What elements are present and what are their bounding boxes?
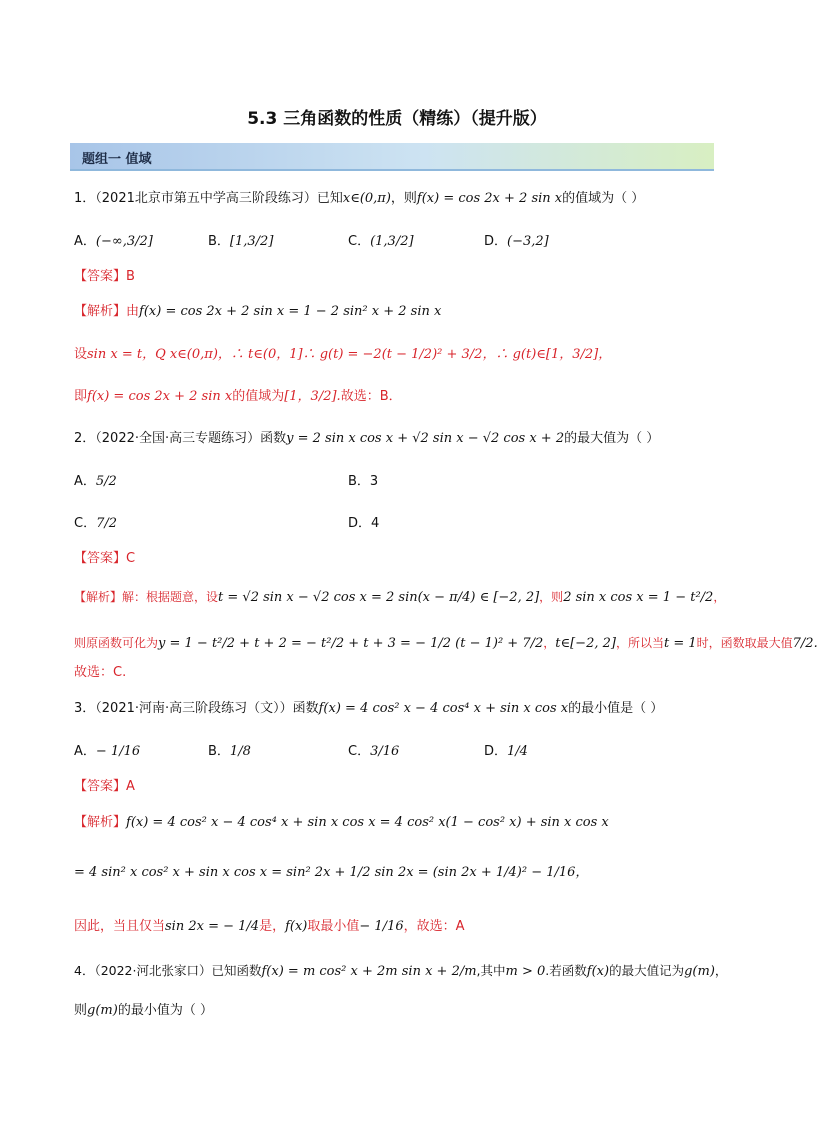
q2-option-d[interactable]: D．4 — [348, 516, 380, 531]
q3-analysis-2: = 4 sin² x cos² x + sin x cos x = sin² 2x + 1/2 sin 2x = (sin 2x + 1/4)² − 1/16， — [74, 865, 589, 880]
q1-analysis-2: 设sin x = t，Q x∈(0,π)，∴ t∈(0，1]∴ g(t) = −2(t − 1/2)² + 3/2，∴ g(t)∈[1，3/2]， — [74, 347, 612, 362]
q1-option-b[interactable]: B．[1,3/2] — [208, 234, 274, 249]
q1-option-d[interactable]: D．(−3,2] — [484, 234, 549, 249]
q2-analysis-1: 【解析】解：根据题意，设t = √2 sin x − √2 cos x = 2 sin(x − π/4) ∈ [−2, 2]，则2 sin x cos x = 1 − t²/2， — [74, 590, 726, 605]
q1-analysis-1: 【解析】由f(x) = cos 2x + 2 sin x = 1 − 2 sin² x + 2 sin x — [74, 304, 442, 319]
q4-stem-2: 则g(m)的最小值为（ ） — [74, 1003, 213, 1018]
q3-option-d[interactable]: D．1/4 — [484, 744, 528, 759]
q2-analysis-2: 则原函数可化为y = 1 − t²/2 + t + 2 = − t²/2 + t + 3 = − 1/2 (t − 1)² + 7/2，t∈[−2, 2]，所以当t = 1时，函数取最大值7/2. — [74, 636, 818, 651]
q2-answer: 【答案】C — [74, 551, 136, 566]
q2-analysis-3: 故选：C. — [74, 665, 127, 680]
q3-option-a[interactable]: A．− 1/16 — [74, 744, 141, 759]
q2-option-c[interactable]: C．7/2 — [74, 516, 117, 531]
q1-stem: 1．（2021北京市第五中学高三阶段练习）已知x∈(0,π)，则f(x) = cos 2x + 2 sin x的值域为（ ） — [74, 191, 645, 206]
q2-option-a[interactable]: A．5/2 — [74, 474, 117, 489]
q2-option-b[interactable]: B．3 — [348, 474, 379, 489]
q3-option-b[interactable]: B．1/8 — [208, 744, 251, 759]
q3-analysis-1: 【解析】f(x) = 4 cos² x − 4 cos⁴ x + sin x cos x = 4 cos² x(1 − cos² x) + sin x cos x — [74, 815, 609, 830]
q1-option-c[interactable]: C．(1,3/2] — [348, 234, 414, 249]
page-title: 5.3 三角函数的性质（精练）（提升版） — [247, 109, 547, 129]
q3-stem: 3．（2021·河南·高三阶段练习（文））函数f(x) = 4 cos² x − 4 cos⁴ x + sin x cos x的最小值是（ ） — [74, 701, 664, 716]
q3-answer: 【答案】A — [74, 779, 135, 794]
section-header — [70, 143, 714, 171]
section-title: 题组一 值域 — [82, 152, 152, 167]
q2-stem: 2．（2022·全国·高三专题练习）函数y = 2 sin x cos x + √2 sin x − √2 cos x + 2的最大值为（ ） — [74, 431, 660, 446]
q1-option-a[interactable]: A．(−∞,3/2] — [74, 234, 153, 249]
q1-analysis-3: 即f(x) = cos 2x + 2 sin x的值域为[1，3/2].故选：B． — [74, 389, 402, 404]
q3-option-c[interactable]: C．3/16 — [348, 744, 400, 759]
q3-analysis-3: 因此，当且仅当sin 2x = − 1/4是，f(x)取最小值− 1/16，故选：A — [74, 919, 465, 934]
q1-answer: 【答案】B — [74, 269, 135, 284]
q4-stem: 4．（2022·河北张家口）已知函数f(x) = m cos² x + 2m sin x + 2/m,其中m > 0.若函数f(x)的最大值记为g(m)， — [74, 963, 728, 979]
